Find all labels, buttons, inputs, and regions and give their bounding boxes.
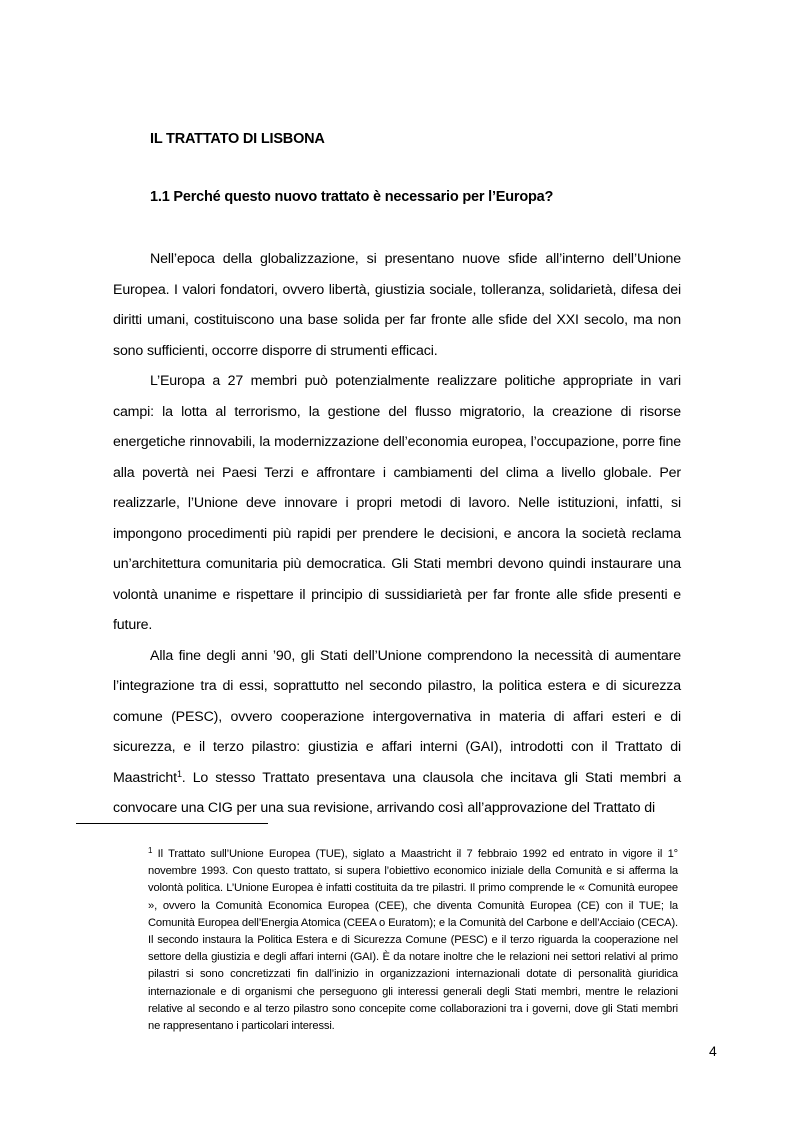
paragraph-1: Nell’epoca della globalizzazione, si presentano nuove sfide all’interno dell’Unione Europea. I valori fondatori, ovvero libertà, giustizia sociale, tolleranza, solidarietà, difesa dei diritti umani, costituiscono una base solida per far fronte alle sfide del XXI secolo, ma non sono sufficienti, occorre disporre di strumenti efficaci. <box>113 251 681 359</box>
footnote-reference[interactable]: 1 <box>176 768 182 779</box>
footnote-text: Il Trattato sull’Unione Europea (TUE), siglato a Maastricht il 7 febbraio 1992 ed entrato in vigore il 1° novembre 1993. Con questo trattato, si supera l’obiettivo economico iniziale della Comunità e si afferma la volontà politica. L’Unione Europea è infatti costituita da tre pilastri. Il primo comprende le « Comunità europee », ovvero la Comunità Economica Europea (CEE), che diventa Comunità Europea (CE) con il TUE; la Comunità Europea dell’Energia Atomica (CEEA o Euratom); e la Comunità del Carbone e dell’Acciaio (CECA). Il secondo instaura la Politica Estera e di Sicurezza Comune (PESC) e il terzo riguarda la cooperazione nel settore della giustizia e degli affari interni (GAI). È da notare inoltre che le relazioni nei settori relativi al primo pilastri si sono concretizzati fin dall’inizio in organizzazioni internazionali dotate di personalità giuridica internazionale e di organismi che perseguono gli interessi generali degli Stati membri, mentre le relazioni relative al secondo e al terzo pilastro sono concepite come collaborazioni tra i governi, dove gli Stati membri ne rappresentano i particolari interessi. <box>148 848 678 1033</box>
footnote-separator <box>76 823 268 824</box>
footnote <box>148 846 678 1035</box>
chapter-title: IL TRATTATO DI LISBONA <box>150 131 325 147</box>
paragraph-3-text-start: Alla fine degli anni ’90, gli Stati dell’Unione comprendono la necessità di aumentare l’integrazione tra di essi, soprattutto nel secondo pilastro, la politica estera e di sicurezza comune (PESC), ovvero cooperazione intergovernativa in materia di affari esteri e di sicurezza, e il terzo pilastro: giustizia e affari interni (GAI), introdotti con il Trattato di Maastricht <box>113 647 681 786</box>
body-text <box>113 244 681 824</box>
footnote-marker: 1 <box>148 846 153 855</box>
page-number: 4 <box>709 1043 717 1059</box>
paragraph-3 <box>113 641 681 824</box>
paragraph-3-text-end: . Lo stesso Trattato presentava una clausola che incitava gli Stati membri a convocare una CIG per una sua revisione, arrivando così all’approvazione del Trattato di <box>113 769 681 816</box>
section-title: 1.1 Perché questo nuovo trattato è necessario per l’Europa? <box>150 189 554 205</box>
paragraph-2: L’Europa a 27 membri può potenzialmente realizzare politiche appropriate in vari campi: la lotta al terrorismo, la gestione del flusso migratorio, la creazione di risorse energetiche rinnovabili, la modernizzazione dell’economia europea, l’occupazione, porre fine alla povertà nei Paesi Terzi e affrontare i cambiamenti del clima a livello globale. Per realizzarle, l’Unione deve innovare i propri metodi di lavoro. Nelle istituzioni, infatti, si impongono procedimenti più rapidi per prendere le decisioni, e ancora la società reclama un’architettura comunitaria più democratica. Gli Stati membri devono quindi instaurare una volontà unanime e rispettare il principio di sussidiarietà per far fronte alle sfide presenti e future. <box>113 373 681 633</box>
